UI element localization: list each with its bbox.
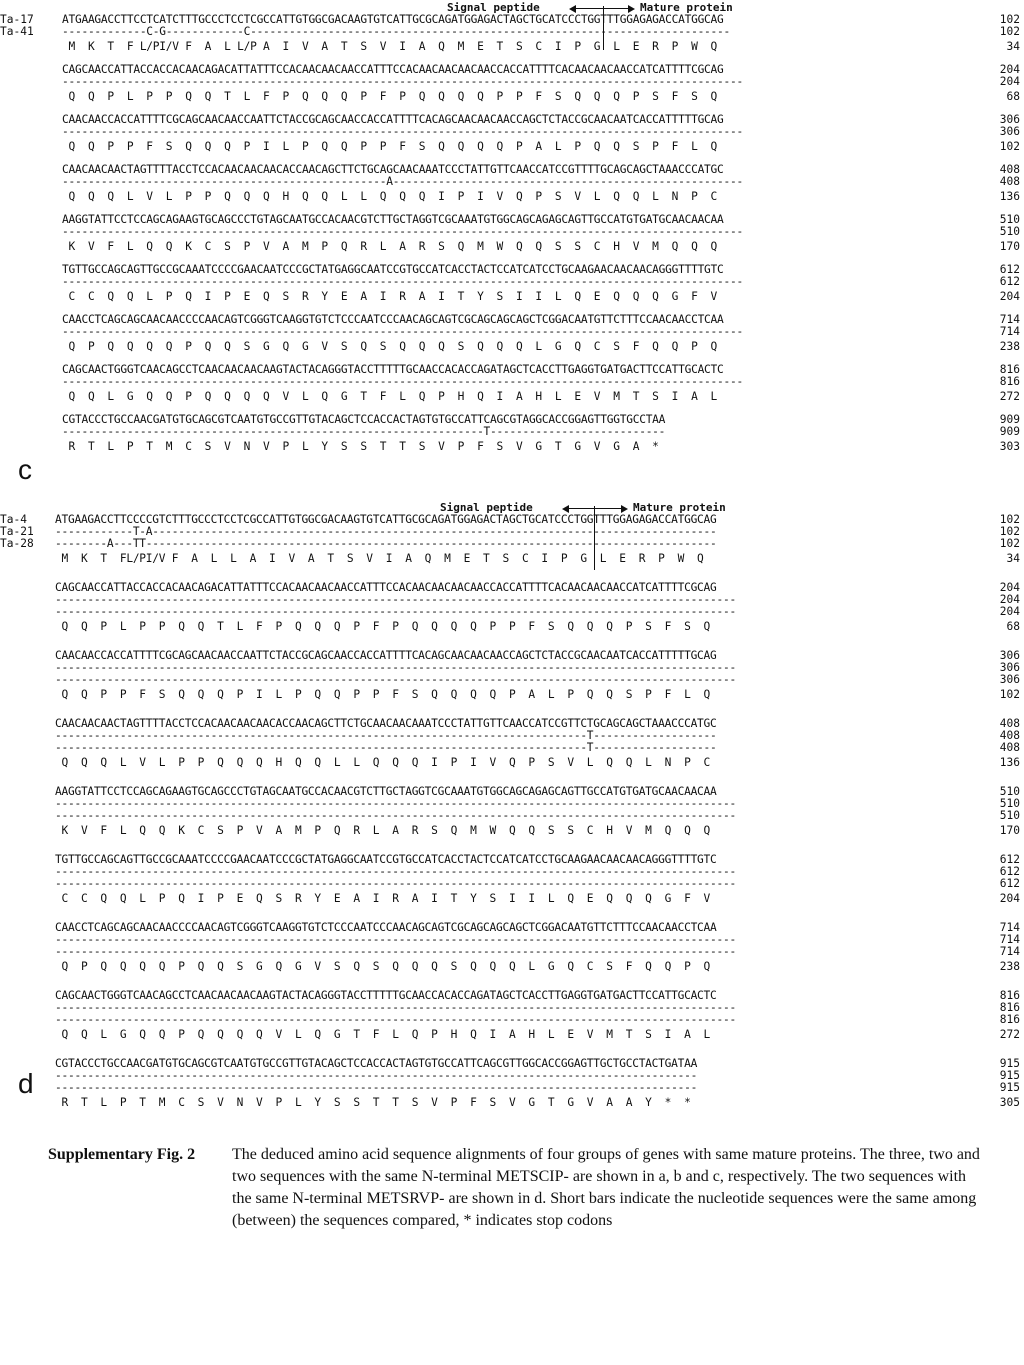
signal-mature-arrow [564, 508, 626, 509]
alignment-row: --------------------------------------------------------------------------------------------------------- [62, 275, 743, 288]
alignment-row: --------------------------------------------------------------------------------------------------------- [55, 1001, 736, 1014]
sequence-name: Ta-28 [0, 537, 34, 550]
position-number: 612 [999, 865, 1020, 878]
position-number: 306 [999, 661, 1020, 674]
position-number: 612 [999, 275, 1020, 288]
position-number: 408 [999, 729, 1020, 742]
nucleotide-sequence: CAGCAACCATTACCACCACAACAGACATTATTTCCACAACAACAACCATTTCCACAACAACAACAACCACCATTTTCACAACAACAACCATCATTTTCGCAG [62, 63, 724, 76]
alignment-row: --------------------------------------------------------------------------------------------------------- [55, 673, 736, 686]
nucleotide-sequence: CAGCAACTGGGTCAACAGCCTCAACAACAACAAGTACTACAGGGTACCTTTTTGCAACCACACCAGATAGCTCACCTTGAGGTGATGACTTCCATTGCACTC [55, 989, 717, 1002]
position-number: 909 [999, 425, 1020, 438]
position-number: 102 [999, 13, 1020, 26]
amino-acid-translation: K V F L Q Q K C S P V A M P Q R L A R S Q M W Q Q S S C H V M Q Q Q [62, 240, 718, 253]
residue-number: 170 [999, 824, 1020, 837]
position-number: 816 [999, 363, 1020, 376]
residue-number: 238 [999, 960, 1020, 973]
signal-peptide-label: Signal peptide [440, 501, 533, 514]
position-number: 909 [999, 413, 1020, 426]
position-number: 612 [999, 877, 1020, 890]
mature-protein-label: Mature protein [633, 501, 726, 514]
amino-acid-translation: R T L P T M C S V N V P L Y S S T T S V P F S V G T G V G A * [62, 440, 659, 453]
residue-number: 238 [999, 340, 1020, 353]
amino-acid-translation: Q Q P P F S Q Q Q P I L P Q Q P P F S Q Q Q Q P A L P Q Q S P F L Q [55, 688, 711, 701]
residue-number: 204 [999, 892, 1020, 905]
amino-acid-translation: Q Q P L P P Q Q T L F P Q Q Q P F P Q Q Q Q P P F S Q Q Q P S F S Q [62, 90, 718, 103]
nucleotide-sequence: CAACAACCACCATTTTCGCAGCAACAACCAATTCTACCGCAGCAACCACCATTTTCACAGCAACAACAACCAGCTCTACCGCAACAATCACCATTTTTGCAG [62, 113, 724, 126]
alignment-row: --------------------------------------------------------------------------------------------------------- [55, 877, 736, 890]
position-number: 816 [999, 1013, 1020, 1026]
alignment-row: --------------------------------------------------------------------------------------------------------- [62, 225, 743, 238]
alignment-row: --------A---TT---------------------------------------------------------------------------------------- [55, 537, 717, 550]
alignment-row: --------------------------------------------------------------------------------------------------------- [62, 375, 743, 388]
position-number: 408 [999, 175, 1020, 188]
amino-acid-translation: Q Q P P F S Q Q Q P I L P Q Q P P F S Q Q Q Q P A L P Q Q S P F L Q [62, 140, 718, 153]
alignment-row: ----------------------------------------------------------------------------------T------------------- [55, 729, 717, 742]
position-number: 102 [999, 537, 1020, 550]
residue-number: 136 [999, 190, 1020, 203]
position-number: 204 [999, 581, 1020, 594]
sequence-name: Ta-17 [0, 13, 34, 26]
alignment-row: ----------------------------------------------------------------------------------T------------------- [55, 741, 717, 754]
nucleotide-sequence: ATGAAGACCTTCCTCATCTTTGCCCTCCTCGCCATTGTGGCGACAAGTGTCATTGCGCAGATGGAGACTAGCTGCATCCCTGGTTTGGAGAGACCATGGCAG [62, 13, 724, 26]
nucleotide-sequence: TGTTGCCAGCAGTTGCCGCAAATCCCCGAACAATCCCGCTATGAGGCAATCCGTGCCATCACCTACTCCATCATCCTGCAAGAACAACAACAGGGTTTTGTC [62, 263, 724, 276]
position-number: 306 [999, 125, 1020, 138]
residue-number: 102 [999, 688, 1020, 701]
alignment-row: --------------------------------------------------------------------------------------------------------- [55, 809, 736, 822]
caption-title: Supplementary Fig. 2 [48, 1146, 196, 1163]
signal-peptide-label: Signal peptide [447, 1, 540, 14]
residue-number: 170 [999, 240, 1020, 253]
residue-number: 68 [1006, 90, 1020, 103]
residue-number: 68 [1006, 620, 1020, 633]
position-number: 915 [999, 1069, 1020, 1082]
position-number: 816 [999, 1001, 1020, 1014]
alignment-row: --------------------------------------------------------------------------------------------------------- [55, 661, 736, 674]
alignment-row: --------------------------------------------------------------------------------------------------- [55, 1069, 698, 1082]
nucleotide-sequence: CAACAACAACTAGTTTTACCTCCACAACAACAACACCAACAGCTTCTGCAGCAACAAATCCCTATTGTTCAACCATCCGTTTTGCAGCAGCTAAACCCATGC [62, 163, 724, 176]
nucleotide-sequence: CAACAACCACCATTTTCGCAGCAACAACCAATTCTACCGCAGCAACCACCATTTTCACAGCAACAACAACCAGCTCTACCGCAACAATCACCATTTTTGCAG [55, 649, 717, 662]
position-number: 204 [999, 75, 1020, 88]
amino-acid-translation: C C Q Q L P Q I P E Q S R Y E A I R A I T Y S I I L Q E Q Q Q G F V [62, 290, 718, 303]
position-number: 102 [999, 513, 1020, 526]
sequence-name: Ta-4 [0, 513, 27, 526]
alignment-row: --------------------------------------------------------------------------------------------------------- [55, 605, 736, 618]
position-number: 714 [999, 921, 1020, 934]
residue-number: 272 [999, 1028, 1020, 1041]
position-number: 714 [999, 933, 1020, 946]
residue-number: 303 [999, 440, 1020, 453]
sequence-name: Ta-41 [0, 25, 34, 38]
alignment-row: --------------------------------------------------------------------------------------------------------- [62, 325, 743, 338]
position-number: 510 [999, 785, 1020, 798]
amino-acid-translation: Q Q L G Q Q P Q Q Q Q V L Q G T F L Q P H Q I A H L E V M T S I A L [62, 390, 718, 403]
alignment-row: --------------------------------------------------------------------------------------------------------- [62, 125, 743, 138]
alignment-row: --------------------------------------------------A------------------------------------------------------ [62, 175, 743, 188]
alignment-row: --------------------------------------------------------------------------------------------------------- [55, 1013, 736, 1026]
residue-number: 136 [999, 756, 1020, 769]
alignment-row: --------------------------------------------------------------------------------------------------------- [55, 945, 736, 958]
position-number: 306 [999, 649, 1020, 662]
position-number: 204 [999, 605, 1020, 618]
position-number: 915 [999, 1057, 1020, 1070]
nucleotide-sequence: CGTACCCTGCCAACGATGTGCAGCGTCAATGTGCCGTTGTACAGCTCCACCACTAGTGTGCCATTCAGCGTAGGCACCGGAGTTGGTGCCTAA [62, 413, 666, 426]
amino-acid-translation: K V F L Q Q K C S P V A M P Q R L A R S Q M W Q Q S S C H V M Q Q Q [55, 824, 711, 837]
signal-mature-arrow [571, 8, 633, 9]
alignment-row: --------------------------------------------------------------------------------------------------------- [55, 593, 736, 606]
alignment-row: --------------------------------------------------------------------------------------------------------- [55, 797, 736, 810]
residue-number: 305 [999, 1096, 1020, 1109]
nucleotide-sequence: CAACCTCAGCAGCAACAACCCCAACAGTCGGGTCAAGGTGTCTCCCAATCCCAACAGCAGTCGCAGCAGCAGCTCGGACAATGTTCTTTCCAACAACCTCAA [62, 313, 724, 326]
position-number: 612 [999, 263, 1020, 276]
residue-number: 272 [999, 390, 1020, 403]
panel-letter: c [18, 454, 32, 485]
nucleotide-sequence: CAACCTCAGCAGCAACAACCCCAACAGTCGGGTCAAGGTGTCTCCCAATCCCAACAGCAGTCGCAGCAGCAGCTCGGACAATGTTCTTTCCAACAACCTCAA [55, 921, 717, 934]
amino-acid-translation: Q P Q Q Q Q P Q Q S G Q G V S Q S Q Q Q S Q Q Q L G Q C S F Q Q P Q [55, 960, 711, 973]
panel-letter: d [18, 1068, 34, 1099]
position-number: 510 [999, 225, 1020, 238]
alignment-row: ------------T-A--------------------------------------------------------------------------------------- [55, 525, 717, 538]
nucleotide-sequence: AAGGTATTCCTCCAGCAGAAGTGCAGCCCTGTAGCAATGCCACAACGTCTTGCTAGGTCGCAAATGTGGCAGCAGAGCAGTTGCCATGTGATGCAACAACAA [62, 213, 724, 226]
amino-acid-translation: Q Q P L P P Q Q T L F P Q Q Q P F P Q Q Q Q P P F S Q Q Q P S F S Q [55, 620, 711, 633]
amino-acid-translation: Q P Q Q Q Q P Q Q S G Q G V S Q S Q Q Q S Q Q Q L G Q C S F Q Q P Q [62, 340, 718, 353]
nucleotide-sequence: ATGAAGACCTTCCCCGTCTTTGCCCTCCTCGCCATTGTGGCGACAAGTGTCATTGCGCAGATGGAGACTAGCTGCATCCCTGGTTTGGAGAGACCATGGCAG [55, 513, 717, 526]
mature-protein-label: Mature protein [640, 1, 733, 14]
position-number: 306 [999, 113, 1020, 126]
amino-acid-translation: R T L P T M C S V N V P L Y S S T T S V P F S V G T G V A A Y * * [55, 1096, 691, 1109]
residue-number: 102 [999, 140, 1020, 153]
position-number: 408 [999, 717, 1020, 730]
nucleotide-sequence: AAGGTATTCCTCCAGCAGAAGTGCAGCCCTGTAGCAATGCCACAACGTCTTGCTAGGTCGCAAATGTGGCAGCAGAGCAGTTGCCATGTGATGCAACAACAA [55, 785, 717, 798]
position-number: 102 [999, 525, 1020, 538]
alignment-row: --------------------------------------------------------------------------------------------------------- [55, 865, 736, 878]
position-number: 408 [999, 741, 1020, 754]
position-number: 915 [999, 1081, 1020, 1094]
position-number: 204 [999, 593, 1020, 606]
amino-acid-translation: Q Q Q L V L P P Q Q Q H Q Q L L Q Q Q I P I V Q P S V L Q Q L N P C [62, 190, 718, 203]
nucleotide-sequence: TGTTGCCAGCAGTTGCCGCAAATCCCCGAACAATCCCGCTATGAGGCAATCCGTGCCATCACCTACTCCATCATCCTGCAAGAACAACAACAGGGTTTTGTC [55, 853, 717, 866]
position-number: 510 [999, 797, 1020, 810]
position-number: 102 [999, 25, 1020, 38]
amino-acid-translation: M K T F L/PI/V F A L L/P A I V A T S V I A Q M E T S C I P G L E R P W Q [62, 40, 718, 53]
position-number: 612 [999, 853, 1020, 866]
amino-acid-translation: Q Q L G Q Q P Q Q Q Q V L Q G T F L Q P H Q I A H L E V M T S I A L [55, 1028, 711, 1041]
alignment-row: --------------------------------------------------------------------------------------------------- [55, 1081, 698, 1094]
position-number: 510 [999, 213, 1020, 226]
amino-acid-translation: C C Q Q L P Q I P E Q S R Y E A I R A I T Y S I I L Q E Q Q Q G F V [55, 892, 711, 905]
sequence-name: Ta-21 [0, 525, 34, 538]
position-number: 816 [999, 989, 1020, 1002]
alignment-row: --------------------------------------------------------------------------------------------------------- [55, 933, 736, 946]
amino-acid-translation: M K T FL/PI/V F A L L A I V A T S V I A Q M E T S C I P G L E R P W Q [55, 552, 704, 565]
alignment-row: -------------C-G------------C-------------------------------------------------------------------------- [62, 25, 731, 38]
position-number: 204 [999, 63, 1020, 76]
caption-body: The deduced amino acid sequence alignments of four groups of genes with same mature proteins. The three, two and two sequences with the same N-terminal METSCIP- are shown in a, b and c, respectively. The two sequences with the same N-terminal METSRVP- are shown in d. Short bars indicate the nucleotide sequences were the same among (between) the sequences compared, * indicates stop codons [232, 1146, 980, 1229]
alignment-row: -----------------------------------------------------------------T--------------------------- [62, 425, 666, 438]
nucleotide-sequence: CAACAACAACTAGTTTTACCTCCACAACAACAACACCAACAGCTTCTGCAACAACAAATCCCTATTGTTCAACCATCCGTTCTGCAGCAGCTAAACCCATGC [55, 717, 717, 730]
residue-number: 204 [999, 290, 1020, 303]
residue-number: 34 [1006, 40, 1020, 53]
position-number: 306 [999, 673, 1020, 686]
position-number: 510 [999, 809, 1020, 822]
position-number: 714 [999, 325, 1020, 338]
nucleotide-sequence: CAGCAACCATTACCACCACAACAGACATTATTTCCACAACAACAACCATTTCCACAACAACAACAACCACCATTTTCACAACAACAACCATCATTTTCGCAG [55, 581, 717, 594]
nucleotide-sequence: CAGCAACTGGGTCAACAGCCTCAACAACAACAAGTACTACAGGGTACCTTTTTGCAACCACACCAGATAGCTCACCTTGAGGTGATGACTTCCATTGCACTC [62, 363, 724, 376]
position-number: 816 [999, 375, 1020, 388]
nucleotide-sequence: CGTACCCTGCCAACGATGTGCAGCGTCAATGTGCCGTTGTACAGCTCCACCACTAGTGTGCCATTCAGCGTTGGCACCGGAGTTGCTGCCTACTGATAA [55, 1057, 698, 1070]
position-number: 714 [999, 945, 1020, 958]
residue-number: 34 [1006, 552, 1020, 565]
position-number: 408 [999, 163, 1020, 176]
position-number: 714 [999, 313, 1020, 326]
amino-acid-translation: Q Q Q L V L P P Q Q Q H Q Q L L Q Q Q I P I V Q P S V L Q Q L N P C [55, 756, 711, 769]
alignment-row: --------------------------------------------------------------------------------------------------------- [62, 75, 743, 88]
